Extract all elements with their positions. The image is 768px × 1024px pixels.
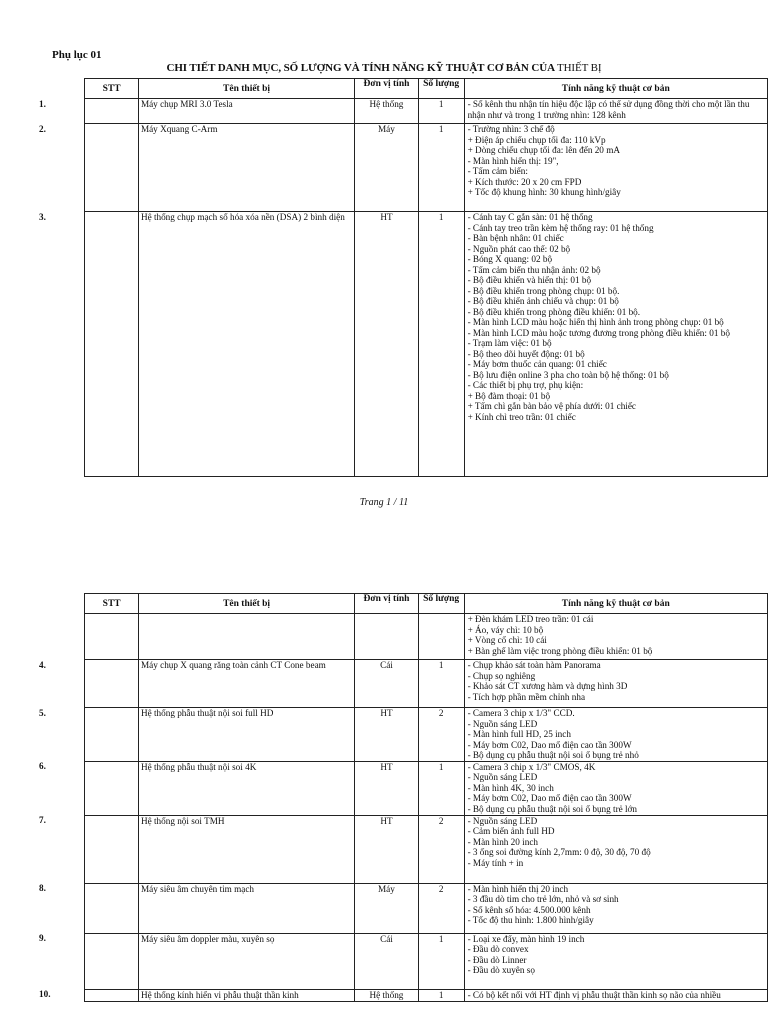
device-name-cell: Máy Xquang C-Arm [138,124,354,212]
feature-line: - Số kênh thu nhận tín hiệu độc lập có thể sử dụng đồng thời cho một lần thu nhận như và trong 1 trường nhìn: 128 kênh [467,99,750,120]
row-number-text: 8. [39,883,46,893]
unit-cell: HT [355,212,419,477]
header-stt: STT [85,79,139,99]
quantity-cell: 1 [418,124,464,212]
feature-line: - Cảm biến ảnh full HD [467,826,555,836]
feature-line: - Cánh tay treo trần kèm hệ thống ray: 01 hệ thống [467,222,654,233]
feature-line: - Màn hình LCD màu hoặc tương đương trong phòng điều khiển: 01 bộ [467,327,730,338]
quantity-cell: 1 [418,660,464,708]
header-unit: Đơn vị tính [355,594,419,614]
features-cell [464,989,767,1001]
header-features: Tính năng kỹ thuật cơ bản [464,79,767,99]
feature-line: - Màn hình full HD, 25 inch [467,729,571,739]
stt-cell [85,660,139,708]
device-name-cell: Máy siêu âm chuyên tim mạch [138,883,354,933]
feature-line: - Tấm cảm biến: [467,166,528,176]
header-name: Tên thiết bị [138,79,354,99]
feature-line: + Kính chì treo trần: 01 chiếc [467,411,576,422]
features-cell [464,614,767,660]
header-stt: STT [85,594,139,614]
feature-line: - Có bộ kết nối với HT định vị phẫu thuật thần kinh sọ não của nhiều [467,989,721,1000]
table-row [53,614,768,660]
row-number [39,659,85,708]
row-number-text: 3. [39,211,46,222]
table-row [53,933,768,989]
row-number [53,614,85,660]
device-name-cell: Hệ thống kính hiển vi phẫu thuật thần kinh [138,989,354,1001]
row-number-text: 9. [39,933,46,943]
header-number-gutter [53,79,85,99]
stt-cell [85,614,139,660]
feature-line: - Máy bơm C02, Dao mổ điện cao tần 300W [467,739,632,750]
unit-cell [355,614,419,660]
device-name-cell: Máy chụp MRI 3.0 Tesla [138,99,354,124]
feature-line: - 3 ống soi đường kính 2,7mm: 0 độ, 30 độ, 70 độ [467,847,651,857]
quantity-cell: 1 [418,933,464,989]
table-body [39,98,768,477]
row-number-text: 1. [39,98,46,109]
feature-line: - Loại xe đẩy, màn hình 19 inch [467,933,585,944]
quantity-cell: 1 [418,212,464,477]
feature-line: - Nguồn sáng LED [467,718,538,729]
feature-line: + Dòng chiếu chụp tối đa: lên đến 20 mA [467,145,620,155]
device-name-cell: Máy siêu âm doppler màu, xuyên sọ [138,933,354,989]
feature-line: - Chụp khảo sát toàn hàm Panorama [467,660,601,670]
unit-cell: HT [355,815,419,883]
features-cell [464,815,767,883]
feature-line: - Camera 3 chip x 1/3" CMOS, 4K [467,761,596,772]
row-number [39,123,85,212]
row-number [39,761,85,815]
feature-line: - Máy bơm C02, Dao mổ điện cao tần 300W [467,793,632,803]
feature-line: - Trường nhìn: 3 chế độ [467,124,555,134]
device-name-cell: Hệ thống phẫu thuật nội soi 4K [138,761,354,815]
quantity-cell: 1 [418,761,464,815]
row-number-text: 5. [39,707,46,718]
feature-line: - Bộ theo dõi huyết động: 01 bộ [467,348,585,359]
feature-line: - Màn hình hiển thị 20 inch [467,883,569,894]
table-row [53,761,768,815]
table-header [53,594,768,614]
unit-cell: Cái [355,660,419,708]
feature-line: + Điện áp chiếu chụp tối đa: 110 kVp [467,134,606,145]
quantity-cell: 2 [418,883,464,933]
feature-line: - Bàn bệnh nhân: 01 chiếc [467,233,564,243]
unit-cell: Máy [355,883,419,933]
table-body [39,614,768,1002]
feature-line: - Màn hình hiển thị: 19", [467,155,559,166]
feature-line: - Các thiết bị phụ trợ, phụ kiện: [467,380,584,390]
feature-line: - Chụp sọ nghiêng [467,670,536,681]
header-features: Tính năng kỹ thuật cơ bản [464,594,767,614]
header-row [53,79,768,99]
feature-line: - Bộ dụng cụ phẫu thuật nội soi ổ bụng trẻ nhỏ [467,750,639,760]
feature-line: - Máy bơm thuốc cản quang: 01 chiếc [467,359,607,369]
feature-line: - Tích hợp phần mềm chỉnh nha [467,691,586,702]
unit-cell: Hệ thống [355,99,419,124]
unit-cell: Hệ thống [355,989,419,1001]
header-qty: Số lượng [418,594,464,614]
row-number [39,815,85,883]
row-number-text: 6. [39,761,46,771]
features-cell [464,708,767,762]
stt-cell [85,212,139,477]
row-number [39,211,85,477]
unit-cell: Máy [355,124,419,212]
title-plain: THIẾT BỊ [556,62,602,74]
device-name-cell: Hệ thống phẫu thuật nội soi full HD [138,708,354,762]
table-row [53,815,768,883]
row-number [39,883,85,933]
stt-cell [85,815,139,883]
feature-line: - Bộ điều khiển trong phòng điều khiển: 01 bộ. [467,306,641,317]
header-qty: Số lượng [418,79,464,99]
feature-line: + Bộ đàm thoại: 01 bộ [467,390,551,401]
table-row [53,989,768,1001]
quantity-cell [418,614,464,660]
equipment-table-page2 [39,593,768,1002]
unit-cell: HT [355,708,419,762]
stt-cell [85,989,139,1001]
stt-cell [85,933,139,989]
features-cell [464,933,767,989]
feature-line: - Số kênh số hóa: 4.500.000 kênh [467,904,591,915]
document-title [0,62,768,74]
feature-line: - Nguồn sáng LED [467,815,538,826]
device-name-cell [138,614,354,660]
feature-line: - Đầu dò convex [467,944,529,954]
device-name-cell: Máy chụp X quang răng toàn cảnh CT Cone beam [138,660,354,708]
feature-line: + Tốc độ khung hình: 30 khung hình/giây [467,187,621,197]
unit-cell: Cái [355,933,419,989]
feature-line: - Bộ dụng cụ phẫu thuật nội soi ổ bụng trẻ lớn [467,803,638,814]
feature-line: - Cánh tay C gắn sàn: 01 hệ thống [467,212,593,222]
feature-line: - Tốc độ thu hình: 1.800 hình/giây [467,915,594,925]
features-cell [464,761,767,815]
row-number [39,933,85,989]
features-cell [464,212,767,477]
device-name-cell: Hệ thống chụp mạch số hóa xóa nền (DSA) 2 bình diện [138,212,354,477]
row-number-text: 10. [39,989,51,999]
feature-line: - Đầu dò Linner [467,954,527,965]
quantity-cell: 1 [418,989,464,1001]
feature-line: + Vòng cổ chì: 10 cái [467,635,547,645]
feature-line: - Màn hình 4K, 30 inch [467,782,554,793]
table-header [53,79,768,99]
table-row [53,99,768,124]
feature-line: - Nguồn sáng LED [467,772,538,782]
row-number [39,98,85,124]
feature-line: - Màn hình 20 inch [467,836,538,847]
feature-line: - Trạm làm việc: 01 bộ [467,338,552,348]
features-cell [464,99,767,124]
header-number-gutter [53,594,85,614]
stt-cell [85,761,139,815]
features-cell [464,660,767,708]
quantity-cell: 1 [418,99,464,124]
feature-line: - Bộ điều khiển trong phòng chụp: 01 bộ. [467,285,620,296]
header-name: Tên thiết bị [138,594,354,614]
unit-cell: HT [355,761,419,815]
feature-line: + Kích thước: 20 x 20 cm FPD [467,176,582,187]
table-row [53,708,768,762]
features-cell [464,124,767,212]
feature-line: - Bộ lưu điện online 3 pha cho toàn bộ hệ thống: 01 bộ [467,369,669,380]
feature-line: - Bóng X quang: 02 bộ [467,254,553,264]
feature-line: - Khảo sát CT xương hàm và dựng hình 3D [467,681,628,691]
table-row [53,212,768,477]
title-bold: CHI TIẾT DANH MỤC, SỐ LƯỢNG VÀ TÍNH NĂNG KỸ THUẬT CƠ BẢN CỦA [166,62,555,74]
feature-line: - Đầu dò xuyên sọ [467,965,535,975]
row-number [39,707,85,762]
feature-line: - Nguồn phát cao thế: 02 bộ [467,243,571,254]
quantity-cell: 2 [418,815,464,883]
appendix-label: Phụ lục 01 [52,49,102,61]
row-number-text: 2. [39,123,46,134]
table-row [53,124,768,212]
feature-line: - Màn hình LCD màu hoặc hiển thị hình ảnh trong phòng chụp: 01 bộ [467,317,724,327]
table-row [53,883,768,933]
stt-cell [85,124,139,212]
feature-line: - Bộ điều khiển ảnh chiếu và chụp: 01 bộ [467,296,619,306]
equipment-table-page1 [39,78,768,477]
feature-line: + Bàn ghế làm việc trong phòng điều khiển: 01 bộ [467,645,653,656]
feature-line: + Đèn khám LED treo trần: 01 cái [467,614,594,624]
header-unit: Đơn vị tính [355,79,419,99]
stt-cell [85,99,139,124]
feature-line: - Máy tính + in [467,857,524,868]
feature-line: + Tấm chì gắn bàn bảo vệ phía dưới: 01 chiếc [467,401,637,411]
feature-line: - Tấm cảm biến thu nhận ảnh: 02 bộ [467,264,601,275]
feature-line: - 3 đầu dò tim cho trẻ lớn, nhỏ và sơ sinh [467,894,619,904]
row-number [39,989,85,1001]
stt-cell [85,708,139,762]
row-number-text: 7. [39,815,46,825]
device-name-cell: Hệ thống nội soi TMH [138,815,354,883]
feature-line: - Bộ điều khiển và hiển thị: 01 bộ [467,275,592,285]
header-row [53,594,768,614]
feature-line: - Camera 3 chip x 1/3" CCD. [467,708,575,718]
features-cell [464,883,767,933]
stt-cell [85,883,139,933]
row-number-text: 4. [39,659,46,670]
quantity-cell: 2 [418,708,464,762]
page-footer: Trang 1 / 11 [359,497,409,508]
feature-line: + Áo, váy chì: 10 bộ [467,624,544,635]
table-row [53,660,768,708]
